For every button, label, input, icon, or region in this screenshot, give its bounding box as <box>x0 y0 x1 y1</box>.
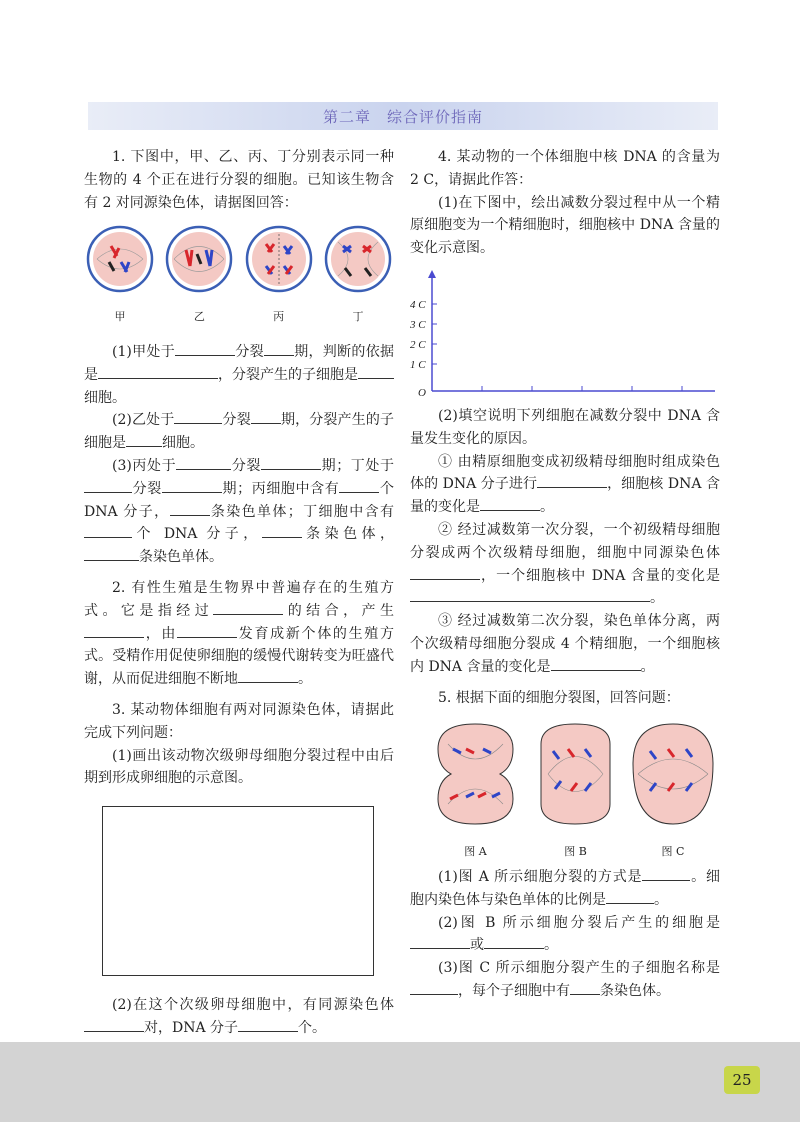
q5-intro: 5. 根据下面的细胞分裂图，回答问题： <box>438 689 680 706</box>
cell-bing <box>243 224 315 329</box>
fig-b <box>533 719 618 864</box>
cell-yi-icon <box>164 224 234 294</box>
cell-jia-icon <box>85 224 155 294</box>
answer-blank[interactable] <box>238 1017 298 1032</box>
answer-blank[interactable] <box>84 478 132 493</box>
q5-cell-figure <box>428 719 718 864</box>
answer-blank[interactable] <box>537 473 607 488</box>
q4-part2: (2)填空说明下列细胞在减数分裂中 DNA 含量发生变化的原因。 <box>410 407 720 447</box>
cell-label-yi: 乙 <box>193 310 205 324</box>
ytick-2c: 2 C <box>410 338 426 351</box>
chapter-title: 第二章 综合评价指南 <box>322 108 483 126</box>
cell-label-bing: 丙 <box>273 310 285 324</box>
fig-c-label: 图 C <box>661 845 685 859</box>
cell-ding <box>322 224 394 329</box>
answer-blank[interactable] <box>606 889 654 904</box>
answer-blank[interactable] <box>251 409 281 424</box>
right-column <box>410 146 720 1003</box>
answer-blank[interactable] <box>358 364 394 379</box>
q5-part3: (3)图 C 所示细胞分裂产生的子细胞名称是，每个子细胞中有 条染色体。 <box>410 957 720 1003</box>
answer-blank[interactable] <box>410 934 470 949</box>
y-axis-arrow-icon <box>428 270 436 278</box>
page-number: 25 <box>724 1066 760 1094</box>
q4-intro: 4. 某动物的一个体细胞中核 DNA 的含量为 2 C，请据此作答： <box>410 149 720 188</box>
q1-cell-figure <box>84 224 394 329</box>
cell-ding-icon <box>323 224 393 294</box>
ytick-4c: 4 C <box>410 298 426 311</box>
answer-blank[interactable] <box>126 432 162 447</box>
answer-blank[interactable] <box>410 587 650 602</box>
cell-label-jia: 甲 <box>114 310 126 324</box>
answer-blank[interactable] <box>484 934 544 949</box>
fig-a-icon <box>428 719 523 829</box>
answer-blank[interactable] <box>162 478 222 493</box>
answer-blank[interactable] <box>264 341 294 356</box>
answer-blank[interactable] <box>262 523 302 538</box>
q2: 2. 有性生殖是生物界中普遍存在的生殖方式。它是指经过 的结合，产生，由 发育成新个体的生殖方式。受精作用促使卵细胞的缓慢代谢转变为旺盛代谢，从而促进细胞不断地 。 <box>84 579 395 688</box>
chapter-header-band <box>88 102 718 130</box>
q3-part1: (1)画出该动物次级卵母细胞分裂过程中由后期到形成卵细胞的示意图。 <box>84 747 394 787</box>
fig-a <box>428 719 523 864</box>
answer-blank[interactable] <box>480 496 540 511</box>
origin-label: O <box>418 386 426 399</box>
answer-blank[interactable] <box>84 546 139 561</box>
q1-intro: 1. 下图中，甲、乙、丙、丁分别表示同一种生物的 4 个正在进行分裂的细胞。已知该生物含有 2 对同源染色体，请据图回答： <box>84 149 394 211</box>
cell-bing-icon <box>244 224 314 294</box>
q4-item2: ② 经过减数第一次分裂，一个初级精母细胞分裂成两个次级精母细胞，细胞中同源染色体，一个细胞核中 DNA 含量的变化是。 <box>410 521 720 607</box>
q1-part2: (2)乙处于 分裂 期，分裂产生的子细胞是 细胞。 <box>84 409 394 455</box>
ytick-1c: 1 C <box>410 358 426 371</box>
y-ticks <box>410 299 437 399</box>
ytick-3c: 3 C <box>410 318 426 331</box>
answer-blank[interactable] <box>410 980 458 995</box>
q4-part1: (1)在下图中，绘出减数分裂过程中从一个精原细胞变为一个精细胞时，细胞核中 DNA 含量的变化示意图。 <box>410 194 720 257</box>
answer-blank[interactable] <box>98 364 218 379</box>
fig-c <box>628 719 718 864</box>
answer-blank[interactable] <box>175 341 235 356</box>
dna-content-graph[interactable] <box>410 266 720 401</box>
answer-blank[interactable] <box>410 565 480 580</box>
fig-a-label: 图 A <box>464 845 487 859</box>
answer-blank[interactable] <box>238 668 298 683</box>
q1-part1: (1)甲处于 分裂 期，判断的依据是 ，分裂产生的子细胞是细胞。 <box>84 341 394 409</box>
q4-item1: ① 由精原细胞变成初级精母细胞时组成染色体的 DNA 分子进行 ，细胞核 DNA 含量的变化是 。 <box>410 453 720 516</box>
answer-blank[interactable] <box>570 980 600 995</box>
cell-jia <box>84 224 156 329</box>
q3-part2: (2)在这个次级卵母细胞中，有同源染色体对，DNA 分子 个。 <box>84 994 394 1040</box>
answer-blank[interactable] <box>84 1017 144 1032</box>
answer-blank[interactable] <box>84 623 144 638</box>
answer-blank[interactable] <box>84 523 132 538</box>
q4-item3: ③ 经过减数第二次分裂，染色单体分离，两个次级精母细胞分裂成 4 个精细胞，一个细胞核内 DNA 含量的变化是 。 <box>410 613 720 675</box>
q5-part2: (2)图 B 所示细胞分裂后产生的细胞是或 。 <box>410 912 720 958</box>
answer-blank[interactable] <box>642 866 690 881</box>
cell-yi <box>163 224 235 329</box>
answer-blank[interactable] <box>174 409 222 424</box>
left-column <box>84 146 394 1040</box>
answer-blank[interactable] <box>177 623 237 638</box>
answer-blank[interactable] <box>176 455 231 470</box>
fig-b-icon <box>533 719 618 829</box>
answer-blank[interactable] <box>339 478 379 493</box>
page-footer <box>0 1042 800 1122</box>
q3-intro: 3. 某动物体细胞有两对同源染色体，请据此完成下列问题： <box>84 701 394 741</box>
q3-drawing-box[interactable] <box>102 806 374 976</box>
cell-label-ding: 丁 <box>352 310 364 324</box>
answer-blank[interactable] <box>213 600 283 615</box>
answer-blank[interactable] <box>261 455 321 470</box>
q1-part3: (3)丙处于 分裂 期；丁处于分裂 期；丙细胞中含有 个 DNA 分子， 条染色单体；丁细胞中含有个 DNA 分子， 条染色体，条染色单体。 <box>84 455 394 569</box>
q5-part1: (1)图 A 所示细胞分裂的方式是 。细胞内染色体与染色单体的比例是 。 <box>410 866 720 912</box>
answer-blank[interactable] <box>170 501 210 516</box>
fig-b-label: 图 B <box>564 845 587 859</box>
answer-blank[interactable] <box>551 656 641 671</box>
fig-c-icon <box>628 719 718 829</box>
